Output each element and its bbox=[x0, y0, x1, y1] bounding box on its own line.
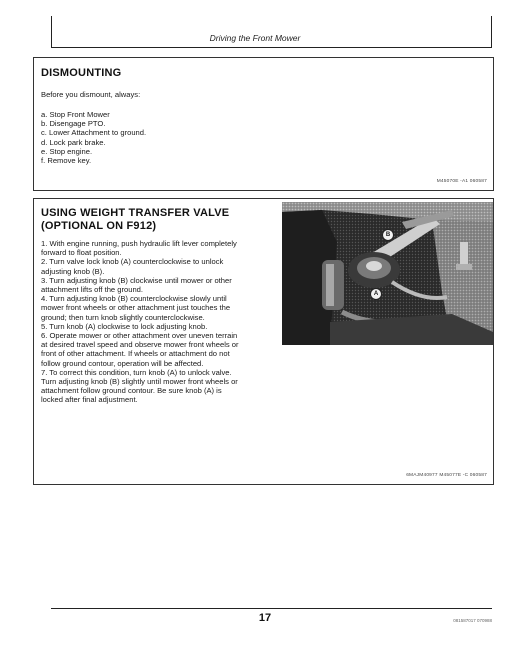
page-number: 17 bbox=[258, 612, 272, 624]
instruction-line: Turn adjusting knob (B) slightly until mower front wheels or bbox=[41, 377, 238, 387]
callout-b-label: B bbox=[385, 232, 391, 238]
header-left-rule bbox=[51, 16, 52, 48]
footer-code: 081587017 070988 bbox=[453, 618, 492, 623]
callout-b-marker bbox=[382, 229, 394, 241]
dismount-step-c: c. Lower Attachment to ground. bbox=[41, 128, 147, 138]
dismounting-code: M45070E -A1 060587 bbox=[436, 179, 487, 184]
weight-transfer-instructions bbox=[41, 239, 239, 405]
instruction-line: at desired travel speed and observe mower front wheels or bbox=[41, 340, 239, 350]
instruction-line: ground; then turn knob slightly counterclockwise. bbox=[41, 312, 205, 322]
weight-transfer-code: 6MAJM40977 M45077E -C 060587 bbox=[406, 473, 487, 478]
dismounting-intro: Before you dismount, always: bbox=[41, 90, 141, 99]
instruction-line: mower front wheels or other attachment just touches the bbox=[41, 303, 231, 313]
dismounting-section bbox=[33, 57, 494, 191]
page-header-title: Driving the Front Mower bbox=[209, 33, 301, 43]
footer-rule bbox=[51, 608, 492, 609]
dismount-step-e: e. Stop engine. bbox=[41, 146, 93, 156]
header-underline bbox=[51, 47, 492, 48]
dismount-step-f: f. Remove key. bbox=[41, 156, 92, 166]
instruction-line: forward to float position. bbox=[41, 248, 122, 258]
instruction-line: 2. Turn valve lock knob (A) counterclockwise to unlock bbox=[41, 257, 224, 267]
instruction-line: 5. Turn knob (A) clockwise to lock adjusting knob. bbox=[41, 321, 208, 331]
dismounting-title: DISMOUNTING bbox=[41, 67, 122, 79]
instruction-line: 3. Turn adjusting knob (B) clockwise until mower or other bbox=[41, 275, 232, 285]
instruction-line: attachment lifts off the ground. bbox=[41, 285, 144, 295]
instruction-line: 1. With engine running, push hydraulic lift lever completely bbox=[41, 239, 237, 248]
instruction-line: 4. Turn adjusting knob (B) counterclockwise slowly until bbox=[41, 294, 227, 304]
instruction-line: front of other attachment. If wheels or attachment do not bbox=[41, 349, 230, 359]
callout-a-label: A bbox=[373, 291, 379, 297]
weight-transfer-valve-photo bbox=[282, 202, 493, 345]
dismount-step-d: d. Lock park brake. bbox=[41, 137, 106, 147]
weight-transfer-title-line1: USING WEIGHT TRANSFER VALVE bbox=[41, 207, 230, 219]
weight-transfer-title-line2: (OPTIONAL ON F912) bbox=[41, 220, 157, 232]
instruction-line: follow ground contour, operation will be affected. bbox=[41, 358, 204, 368]
callout-a-marker bbox=[370, 288, 382, 300]
instruction-line: 6. Operate mower or other attachment over uneven terrain bbox=[41, 331, 238, 341]
dismount-step-b: b. Disengage PTO. bbox=[41, 119, 106, 129]
dismount-step-a: a. Stop Front Mower bbox=[41, 110, 110, 119]
instruction-line: attachment follow ground contour. Be sure knob (A) is bbox=[41, 386, 222, 396]
dismounting-steps bbox=[41, 110, 146, 165]
instruction-line: adjusting knob (B). bbox=[41, 266, 105, 276]
header-right-rule bbox=[491, 16, 492, 48]
instruction-line: 7. To correct this condition, turn knob (A) to unlock valve. bbox=[41, 367, 232, 377]
instruction-line: locked after final adjustment. bbox=[41, 395, 138, 405]
